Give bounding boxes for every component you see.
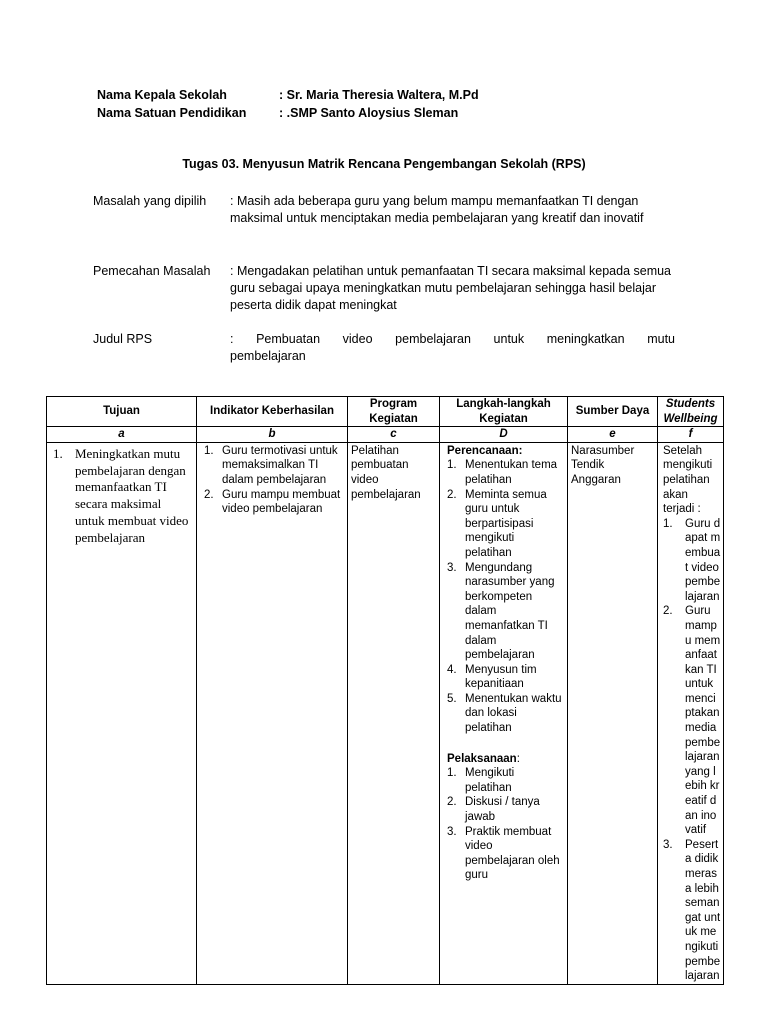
cell-indikator (197, 442, 348, 984)
table-body-row (47, 442, 724, 984)
code-b: b (197, 427, 348, 443)
wellbeing-item: 2. Guru mampu memanfaatkan TI untuk menciptakan media pembelajaran yang lebih kreatif dan inovatif (663, 605, 721, 837)
wellbeing-intro: Setelah mengikuti pelatihan akan terjadi : (663, 444, 713, 516)
perencanaan-item: 2. Meminta semua guru untuk berpartisipasi mengikuti pelatihan (447, 488, 547, 559)
masalah-section (93, 193, 675, 245)
header-row-kepala-sekolah (97, 88, 479, 102)
code-d: D (440, 427, 568, 443)
table-code-row (47, 427, 724, 443)
header-value: : Sr. Maria Theresia Waltera, M.Pd (279, 88, 479, 102)
table-header-row (47, 397, 724, 427)
perencanaan-item: 4. Menyusun tim kepanitiaan (447, 663, 537, 691)
sumber-item: Tendik (571, 459, 605, 472)
pelaksanaan-item: 2. Diskusi / tanya jawab (447, 796, 540, 824)
document-title: Tugas 03. Menyusun Matrik Rencana Pengembangan Sekolah (RPS) (182, 157, 586, 171)
judul-section (93, 331, 675, 365)
header-label: Nama Satuan Pendidikan (97, 106, 247, 120)
cell-tujuan (47, 442, 197, 984)
indikator-item: 1. Guru termotivasi untuk memaksimalkan TI dalam pembelajaran (204, 444, 338, 486)
pelaksanaan-label: Pelaksanaan (447, 752, 517, 765)
header-wellbeing: Students Wellbeing (658, 397, 724, 427)
masalah-label: Masalah yang dipilih (93, 194, 207, 208)
rps-matrix-table (46, 396, 724, 985)
perencanaan-item: 1. Menentukan tema pelatihan (447, 459, 558, 486)
header-program: Program Kegiatan (348, 397, 440, 427)
header-indikator: Indikator Keberhasilan (197, 397, 348, 427)
judul-text-line1: : Pembuatan video pembelajaran untuk meningkatkan mutu (230, 332, 675, 346)
wellbeing-item: 1. Guru dapat membuat video pembelajaran (663, 517, 721, 603)
code-e: e (568, 427, 658, 443)
wellbeing-item: 3. Peserta didik merasa lebih semangat untuk mengikuti pembelajaran (663, 838, 721, 983)
header-value: : .SMP Santo Aloysius Sleman (279, 106, 459, 120)
sumber-item: Anggaran (571, 473, 621, 486)
pemecahan-label: Pemecahan Masalah (93, 264, 211, 278)
pelaksanaan-colon: : (516, 752, 520, 765)
cell-program (348, 442, 440, 984)
cell-sumber (568, 442, 658, 984)
masalah-text: : Masih ada beberapa guru yang belum mampu memanfaatkan TI dengan maksimal untuk menciptakan media pembelajaran yang kreatif dan inovatif (230, 194, 644, 225)
judul-label: Judul RPS (93, 332, 153, 346)
code-c: c (348, 427, 440, 443)
pelaksanaan-item: 3. Praktik membuat video pembelajaran oleh guru (447, 825, 560, 882)
cell-langkah (440, 442, 568, 984)
pelaksanaan-item: 1. Mengikuti pelatihan (447, 767, 515, 794)
judul-text (230, 331, 675, 365)
judul-text-line2: pembelajaran (230, 349, 306, 363)
program-text: Pelatihan pembuatan video pembelajaran (351, 444, 421, 501)
pelaksanaan-heading (443, 752, 564, 767)
code-a: a (47, 427, 197, 443)
indikator-item: 2. Guru mampu membuat video pembelajaran (204, 488, 341, 516)
perencanaan-item: 3. Mengundang narasumber yang berkompeten dalam memanfatkan TI dalam pembelajaran (447, 561, 555, 662)
header-row-satuan-pendidikan (97, 106, 458, 120)
tujuan-item: 1. Meningkatkan mutu pembelajaran dengan memanfaatkan TI secara maksimal untuk membuat video pembelajaran (53, 445, 189, 545)
header-langkah: Langkah-langkah Kegiatan (440, 397, 568, 427)
perencanaan-label: Perencanaan: (447, 444, 523, 457)
header-tujuan: Tujuan (47, 397, 197, 427)
code-f: f (658, 427, 724, 443)
perencanaan-item: 5. Menentukan waktu dan lokasi pelatihan (447, 692, 562, 735)
header-label: Nama Kepala Sekolah (97, 88, 227, 102)
header-sumber: Sumber Daya (568, 397, 658, 427)
sumber-item: Narasumber (571, 444, 635, 457)
cell-wellbeing (658, 442, 724, 984)
pemecahan-section (93, 263, 675, 315)
pemecahan-text: : Mengadakan pelatihan untuk pemanfaatan TI secara maksimal kepada semua guru sebagai upaya meningkatkan mutu pembelajaran sehingga hasil belajar peserta didik dapat meningkat (230, 264, 672, 312)
